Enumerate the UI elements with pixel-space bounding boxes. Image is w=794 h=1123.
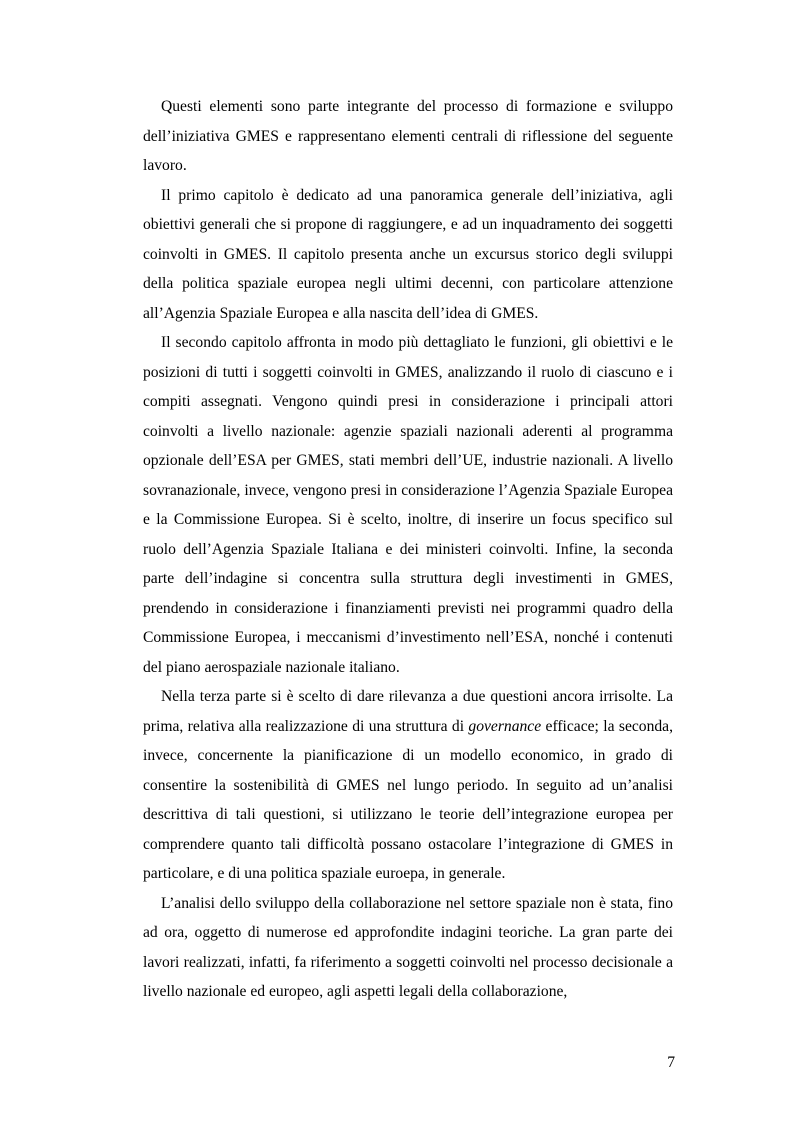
- paragraph-intro: Questi elementi sono parte integrante del processo di formazione e sviluppo dell’iniziativa GMES e rappresentano elementi centrali di riflessione del seguente lavoro.: [143, 98, 673, 174]
- paragraph-chapter-two: Il secondo capitolo affronta in modo più dettagliato le funzioni, gli obiettivi e le posizioni di tutti i soggetti coinvolti in GMES, analizzando il ruolo di ciascuno e i compiti assegnati. Vengono quindi presi in considerazione i principali attori coinvolti a livello nazionale: agenzie spaziali nazionali aderenti al programma opzionale dell’ESA per GMES, stati membri dell’UE, industrie nazionali. A livello sovranazionale, invece, vengono presi in considerazione l’Agenzia Spaziale Europea e la Commissione Europea. Si è scelto, inoltre, di inserire un focus specifico sul ruolo dell’Agenzia Spaziale Italiana e dei ministeri coinvolti. Infine, la seconda parte dell’indagine si concentra sulla struttura degli investimenti in GMES, prendendo in considerazione i finanziamenti previsti nei programmi quadro della Commissione Europea, i meccanismi d’investimento nell’ESA, nonché i contenuti del piano aerospaziale nazionale italiano.: [143, 334, 673, 676]
- paragraph-chapter-three-before: Nella terza parte si è scelto di dare rilevanza a due questioni ancora irrisolte. La prima, relativa alla realizzazione di una struttura di: [143, 688, 673, 735]
- paragraph-analysis: L’analisi dello sviluppo della collaborazione nel settore spaziale non è stata, fino ad ora, oggetto di numerose ed approfondite indagini teoriche. La gran parte dei lavori realizzati, infatti, fa riferimento a soggetti coinvolti nel processo decisionale a livello nazionale ed europeo, agli aspetti legali della collaborazione,: [143, 894, 673, 1000]
- page-number: 7: [667, 1054, 675, 1071]
- paragraph-chapter-three-after: efficace; la seconda, invece, concernente la pianificazione di un modello economico, in grado di consentire la sostenibilità di GMES nel lungo periodo. In seguito ad un’analisi descrittiva di tali questioni, si utilizzano le teorie dell’integrazione europea per comprendere quanto tali difficoltà possano ostacolare l’integrazione di GMES in particolare, e di una politica spaziale euroepa, in generale.: [143, 717, 673, 882]
- page-body: [143, 92, 673, 1007]
- emphasis-governance: governance: [468, 717, 542, 735]
- paragraph-chapter-one: Il primo capitolo è dedicato ad una panoramica generale dell’iniziativa, agli obiettivi generali che si propone di raggiungere, e ad un inquadramento dei soggetti coinvolti in GMES. Il capitolo presenta anche un excursus storico degli sviluppi della politica spaziale europea negli ultimi decenni, con particolare attenzione all’Agenzia Spaziale Europea e alla nascita dell’idea di GMES.: [143, 186, 673, 322]
- paragraph-chapter-three: [143, 682, 673, 889]
